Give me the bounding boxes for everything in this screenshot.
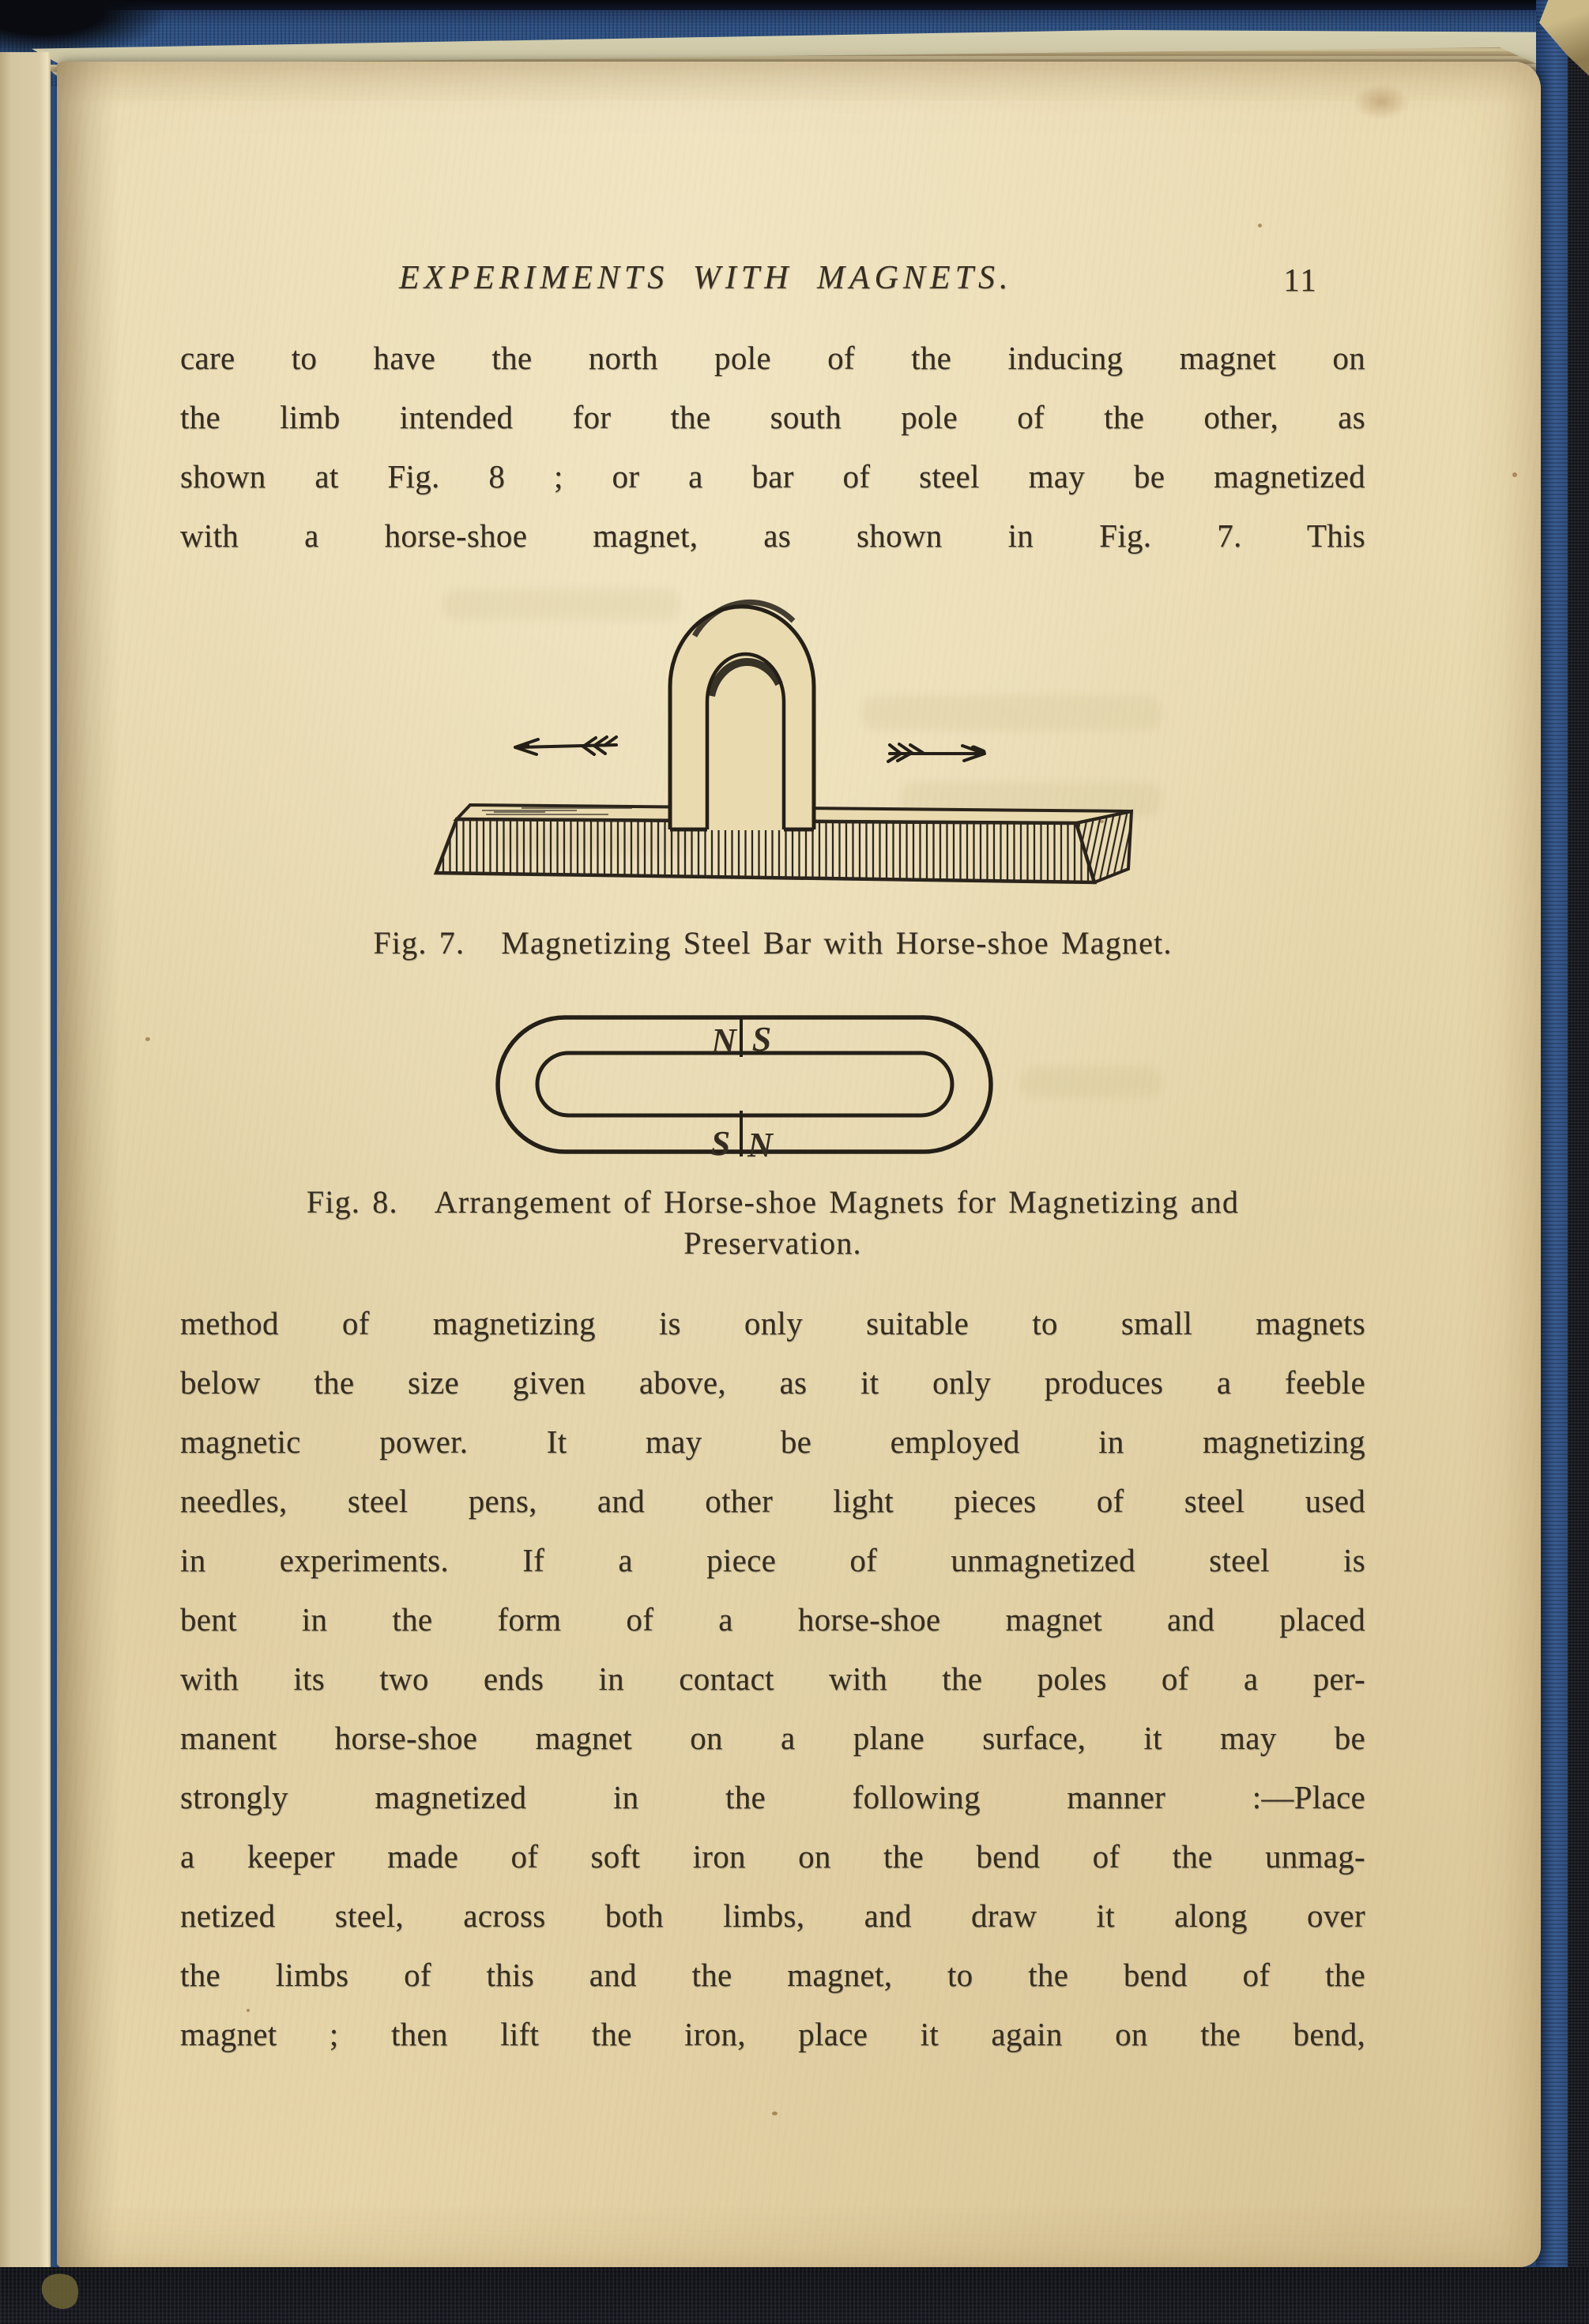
book-cover-right-board bbox=[1568, 0, 1589, 2324]
gutter-fold-shadow bbox=[57, 62, 119, 2267]
text-line: magnet ; then lift the iron, place it again on the bend, bbox=[180, 2016, 1365, 2052]
text-line: with its two ends in contact with the poles of a per- bbox=[180, 1660, 1365, 1697]
figure-8-caption-line-2 bbox=[180, 1224, 1365, 1262]
text-line: below the size given above, as it only produces a feeble bbox=[180, 1364, 1365, 1401]
book-cover-right-cloth bbox=[1536, 0, 1571, 2324]
text-line: in experiments. If a piece of unmagnetized steel is bbox=[180, 1542, 1365, 1578]
text-line: needles, steel pens, and other light pieces of steel used bbox=[180, 1483, 1365, 1519]
text-line: strongly magnetized in the following manner :—Place bbox=[180, 1779, 1365, 1815]
outer-magnet-outline bbox=[498, 1017, 991, 1152]
text-line: the limb intended for the south pole of the other, as bbox=[180, 399, 1365, 435]
pole-label-top-left: N bbox=[711, 1021, 736, 1060]
figure-8-illustration bbox=[491, 1011, 997, 1161]
text-line: a keeper made of soft iron on the bend of the unmag- bbox=[180, 1838, 1365, 1875]
right-arrow-icon bbox=[888, 744, 985, 762]
text-line: shown at Fig. 8 ; or a bar of steel may be magnetized bbox=[180, 458, 1365, 495]
paper-speck bbox=[145, 1037, 150, 1041]
figure-7-illustration bbox=[427, 596, 1138, 912]
body-paragraph-bottom bbox=[180, 1294, 1365, 2064]
text-line: bent in the form of a horse-shoe magnet and placed bbox=[180, 1601, 1365, 1638]
text-line: the limbs of this and the magnet, to the bend of the bbox=[180, 1957, 1365, 1993]
figure-8-caption-label: Fig. 8. bbox=[306, 1184, 398, 1220]
figure-7-caption bbox=[180, 924, 1365, 961]
book-cover-top-edge bbox=[0, 0, 1589, 10]
paper-speck bbox=[1258, 224, 1262, 228]
text-line: netized steel, across both limbs, and draw it along over bbox=[180, 1897, 1365, 1934]
figure-8-caption-line-1 bbox=[180, 1183, 1365, 1220]
book-cover-bottom-cloth bbox=[0, 2267, 1589, 2324]
figure-7-caption-text: Magnetizing Steel Bar with Horse-shoe Magnet. bbox=[501, 925, 1173, 961]
text-line: magnetic power. It may be employed in magnetizing bbox=[180, 1423, 1365, 1460]
book-page bbox=[57, 62, 1541, 2267]
text-line: care to have the north pole of the inducing magnet on bbox=[180, 340, 1365, 376]
running-header-title: EXPERIMENTS WITH MAGNETS. bbox=[399, 260, 1013, 296]
body-paragraph-top bbox=[180, 329, 1365, 566]
inner-magnet-outline bbox=[537, 1053, 952, 1115]
paper-stain bbox=[1353, 84, 1410, 120]
page-number: 11 bbox=[1283, 261, 1318, 298]
pole-label-bottom-right: N bbox=[747, 1126, 773, 1161]
text-line: manent horse-shoe magnet on a plane surface, it may be bbox=[180, 1720, 1365, 1756]
text-line: with a horse-shoe magnet, as shown in Fig. 7. This bbox=[180, 517, 1365, 554]
under-page-edge bbox=[0, 52, 51, 2269]
paper-speck bbox=[1512, 472, 1517, 477]
paper-speck bbox=[772, 2112, 778, 2115]
figure-7-caption-label: Fig. 7. bbox=[373, 925, 465, 961]
figure-8-caption-text: Arrangement of Horse-shoe Magnets for Magnetizing and bbox=[434, 1184, 1240, 1220]
left-arrow-icon bbox=[515, 737, 616, 754]
pole-label-bottom-left: S bbox=[710, 1124, 731, 1161]
show-through-ghost bbox=[1019, 1066, 1162, 1098]
figure-8-caption-text-2: Preservation. bbox=[683, 1225, 862, 1261]
pole-label-top-right: S bbox=[751, 1020, 772, 1059]
horseshoe-magnet bbox=[670, 602, 814, 830]
text-line: method of magnetizing is only suitable to small magnets bbox=[180, 1305, 1365, 1341]
